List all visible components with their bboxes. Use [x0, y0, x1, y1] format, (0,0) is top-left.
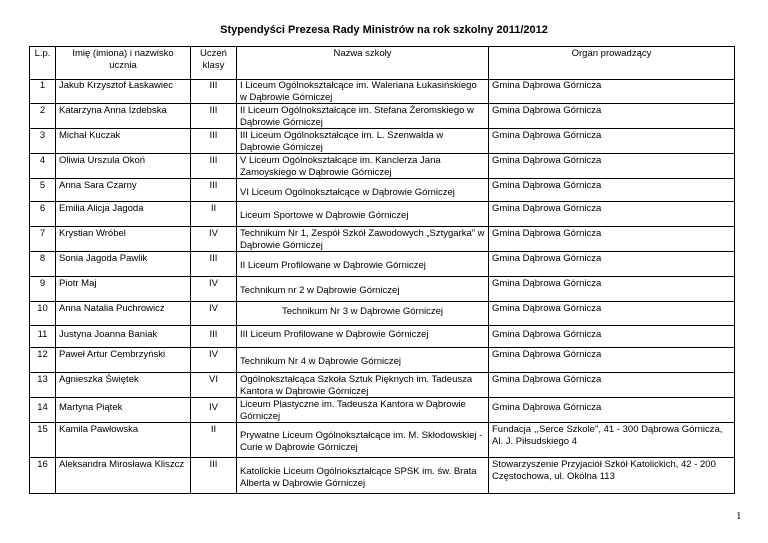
row-organ: Gmina Dąbrowa Górnicza	[489, 302, 735, 326]
row-organ: Stowarzyszenie Przyjaciół Szkół Katolickich, 42 - 200 Częstochowa, ul. Okólna 113	[489, 458, 735, 494]
row-school: II Liceum Profilowane w Dąbrowie Górniczej	[237, 252, 489, 277]
row-lp: 15	[30, 423, 56, 458]
row-class: III	[191, 104, 237, 129]
row-organ: Gmina Dąbrowa Górnicza	[489, 326, 735, 348]
row-lp: 8	[30, 252, 56, 277]
row-lp: 7	[30, 227, 56, 252]
row-name: Justyna Joanna Baniak	[56, 326, 191, 348]
row-school: VI Liceum Ogólnokształcące w Dąbrowie Górniczej	[237, 179, 489, 202]
table-header-row	[30, 47, 735, 80]
row-name: Sonia Jagoda Pawlik	[56, 252, 191, 277]
table-row	[30, 348, 735, 373]
row-organ: Gmina Dąbrowa Górnicza	[489, 348, 735, 373]
row-class: IV	[191, 398, 237, 423]
row-lp: 3	[30, 129, 56, 154]
row-name: Piotr Maj	[56, 277, 191, 302]
row-organ: Gmina Dąbrowa Górnicza	[489, 373, 735, 398]
row-school: Liceum Sportowe w Dąbrowie Górniczej	[237, 202, 489, 227]
row-lp: 5	[30, 179, 56, 202]
row-school: V Liceum Ogólnokształcące im. Kanclerza Jana Zamoyskiego w Dąbrowie Górniczej	[237, 154, 489, 179]
row-name: Michał Kuczak	[56, 129, 191, 154]
row-class: VI	[191, 373, 237, 398]
header-school: Nazwa szkoły	[237, 47, 489, 80]
table-row	[30, 154, 735, 179]
table-row	[30, 104, 735, 129]
table-row	[30, 302, 735, 326]
row-name: Martyna Piątek	[56, 398, 191, 423]
table-row	[30, 129, 735, 154]
header-name: Imię (imiona) i nazwisko ucznia	[56, 47, 191, 80]
row-lp: 14	[30, 398, 56, 423]
row-school: Prywatne Liceum Ogólnokształcące im. M. Skłodowskiej - Curie w Dąbrowie Górniczej	[237, 423, 489, 458]
table-row	[30, 179, 735, 202]
row-organ: Gmina Dąbrowa Górnicza	[489, 80, 735, 104]
row-lp: 9	[30, 277, 56, 302]
row-name: Anna Natalia Puchrowicz	[56, 302, 191, 326]
row-name: Jakub Krzysztof Łaskawiec	[56, 80, 191, 104]
table-row	[30, 458, 735, 494]
row-lp: 11	[30, 326, 56, 348]
row-organ: Gmina Dąbrowa Górnicza	[489, 398, 735, 423]
row-class: IV	[191, 302, 237, 326]
row-organ: Gmina Dąbrowa Górnicza	[489, 277, 735, 302]
row-lp: 2	[30, 104, 56, 129]
row-class: III	[191, 179, 237, 202]
row-lp: 12	[30, 348, 56, 373]
row-lp: 10	[30, 302, 56, 326]
row-school: Katolickie Liceum Ogólnokształcące SPSK im. św. Brata Alberta w Dąbrowie Górniczej	[237, 458, 489, 494]
page-number: 1	[736, 510, 742, 522]
table-row	[30, 326, 735, 348]
row-name: Katarzyna Anna Izdebska	[56, 104, 191, 129]
table-row	[30, 373, 735, 398]
table-row	[30, 423, 735, 458]
row-organ: Gmina Dąbrowa Górnicza	[489, 104, 735, 129]
row-school: II Liceum Ogólnokształcące im. Stefana Żeromskiego w Dąbrowie Górniczej	[237, 104, 489, 129]
row-school: III Liceum Ogólnokształcące im. L. Szenwalda w Dąbrowie Górniczej	[237, 129, 489, 154]
row-lp: 4	[30, 154, 56, 179]
row-organ: Gmina Dąbrowa Górnicza	[489, 227, 735, 252]
row-class: IV	[191, 227, 237, 252]
row-class: II	[191, 202, 237, 227]
row-name: Anna Sara Czarny	[56, 179, 191, 202]
header-organ: Organ prowadzący	[489, 47, 735, 80]
row-school: Technikum Nr 3 w Dąbrowie Górniczej	[237, 302, 489, 326]
header-lp: L.p.	[30, 47, 56, 80]
row-school: Ogólnokształcąca Szkoła Sztuk Pięknych im. Tadeusza Kantora w Dąbrowie Górniczej	[237, 373, 489, 398]
row-name: Paweł Artur Cembrzyński	[56, 348, 191, 373]
table-row	[30, 277, 735, 302]
row-organ: Gmina Dąbrowa Górnicza	[489, 154, 735, 179]
row-organ: Gmina Dąbrowa Górnicza	[489, 129, 735, 154]
row-class: III	[191, 80, 237, 104]
scholarship-table	[29, 46, 735, 494]
row-class: III	[191, 458, 237, 494]
row-school: Technikum Nr 1, Zespół Szkół Zawodowych „Sztygarka” w Dąbrowie Górniczej	[237, 227, 489, 252]
row-school: Liceum Plastyczne im. Tadeusza Kantora w Dąbrowie Górniczej	[237, 398, 489, 423]
table-row	[30, 80, 735, 104]
table-row	[30, 202, 735, 227]
row-name: Krystian Wróbel	[56, 227, 191, 252]
row-class: IV	[191, 348, 237, 373]
row-name: Aleksandra Mirosława Kliszcz	[56, 458, 191, 494]
row-organ: Gmina Dąbrowa Górnicza	[489, 202, 735, 227]
row-organ: Gmina Dąbrowa Górnicza	[489, 252, 735, 277]
row-school: III Liceum Profilowane w Dąbrowie Górniczej	[237, 326, 489, 348]
row-name: Agnieszka Świętek	[56, 373, 191, 398]
table-row	[30, 252, 735, 277]
row-lp: 13	[30, 373, 56, 398]
row-organ: Gmina Dąbrowa Górnicza	[489, 179, 735, 202]
row-name: Oliwia Urszula Okoń	[56, 154, 191, 179]
row-name: Emilia Alicja Jagoda	[56, 202, 191, 227]
row-school: Technikum nr 2 w Dąbrowie Górniczej	[237, 277, 489, 302]
row-lp: 1	[30, 80, 56, 104]
row-name: Kamila Pawłowska	[56, 423, 191, 458]
header-class: Uczeń klasy	[191, 47, 237, 80]
row-school: I Liceum Ogólnokształcące im. Waleriana Łukasińskiego w Dąbrowie Górniczej	[237, 80, 489, 104]
table-row	[30, 398, 735, 423]
row-class: III	[191, 154, 237, 179]
row-lp: 16	[30, 458, 56, 494]
row-class: II	[191, 423, 237, 458]
row-class: III	[191, 326, 237, 348]
row-lp: 6	[30, 202, 56, 227]
page-title: Stypendyści Prezesa Rady Ministrów na rok szkolny 2011/2012	[220, 24, 548, 36]
table-row	[30, 227, 735, 252]
row-class: IV	[191, 277, 237, 302]
row-organ: Fundacja ,,Serce Szkole", 41 - 300 Dąbrowa Górnicza, Al. J. Piłsudskiego 4	[489, 423, 735, 458]
row-class: III	[191, 129, 237, 154]
row-class: III	[191, 252, 237, 277]
row-school: Technikum Nr 4 w Dąbrowie Górniczej	[237, 348, 489, 373]
